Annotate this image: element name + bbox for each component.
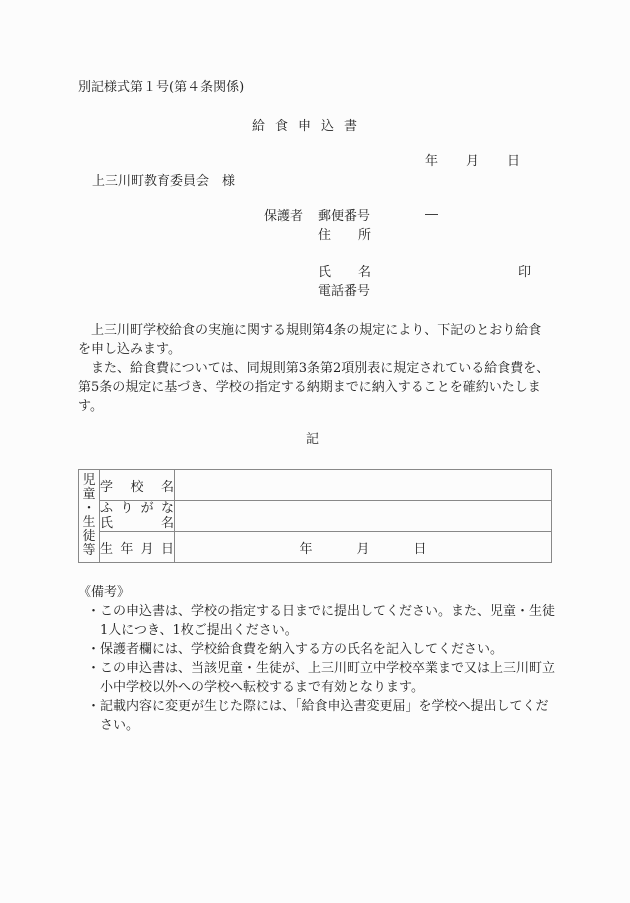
document-title: 給食申込書 — [252, 119, 368, 134]
seal-mark: 印 — [518, 265, 532, 280]
birth-month-label: 月 — [356, 541, 370, 557]
birth-year-label: 年 — [299, 541, 313, 557]
addressee: 上三川町教育委員会 様 — [92, 174, 236, 189]
bullet-icon: ・ — [87, 604, 101, 619]
birthdate-field[interactable] — [175, 532, 552, 563]
student-name-field[interactable] — [175, 501, 552, 532]
form-number: 別記様式第１号(第４条関係) — [78, 80, 245, 95]
note-item: ・ この申込書は、当該児童・生徒が、上三川町立中学校卒業まで又は上三川町立小中学校以外への学校へ転校するまで有効となります。 — [87, 661, 556, 695]
table-row-birthdate — [79, 532, 552, 563]
guardian-label: 保護者 — [264, 209, 304, 224]
student-name-label: ふ り が な 氏 名 — [100, 501, 174, 531]
bullet-icon: ・ — [87, 661, 101, 676]
postal-code-label: 郵便番号 — [318, 209, 371, 224]
statement-paragraph: 上三川町学校給食の実施に関する規則第4条の規定により、下記のとおり給食を申し込みます。 — [78, 323, 542, 357]
student-info-table — [78, 469, 552, 563]
student-side-label: 児 童 ・ 生 徒 等 — [79, 470, 100, 563]
note-item: ・ 保護者欄には、学校給食費を納入する方の氏名を記入してください。 — [87, 642, 504, 657]
note-item: ・ この申込書は、学校の指定する日までに提出してください。また、児童・生徒1人につき、1枚ご提出ください。 — [87, 604, 556, 638]
table-row-name — [79, 501, 552, 532]
note-item: ・ 記載内容に変更が生じた際には、「給食申込書変更届」を学校へ提出してください。 — [87, 699, 549, 733]
date-year-label: 年 — [425, 154, 439, 169]
school-name-label: 学 校 名 — [100, 470, 175, 501]
table-row-school — [79, 470, 552, 501]
notes-list — [78, 602, 558, 735]
notes-section — [78, 583, 558, 735]
statement-paragraph: また、給食費については、同規則第3条第2項別表に規定されている給食費を、第5条の規定に基づき、学校の指定する納期までに納入することを確約いたします。 — [78, 361, 550, 414]
application-statement — [78, 321, 552, 416]
date-month-label: 月 — [466, 154, 480, 169]
school-name-field[interactable] — [175, 470, 552, 501]
bullet-icon: ・ — [87, 642, 101, 657]
birth-day-label: 日 — [413, 541, 427, 557]
postal-code-separator: ― — [425, 207, 438, 222]
bullet-icon: ・ — [87, 699, 101, 714]
date-day-label: 日 — [507, 154, 521, 169]
phone-label: 電話番号 — [318, 284, 371, 299]
name-label: 氏 名 — [318, 265, 371, 280]
birthdate-label: 生 年 月 日 — [100, 532, 175, 563]
address-label: 住 所 — [318, 228, 371, 243]
notes-heading: 《備考》 — [78, 585, 131, 600]
ki-heading: 記 — [306, 432, 320, 447]
